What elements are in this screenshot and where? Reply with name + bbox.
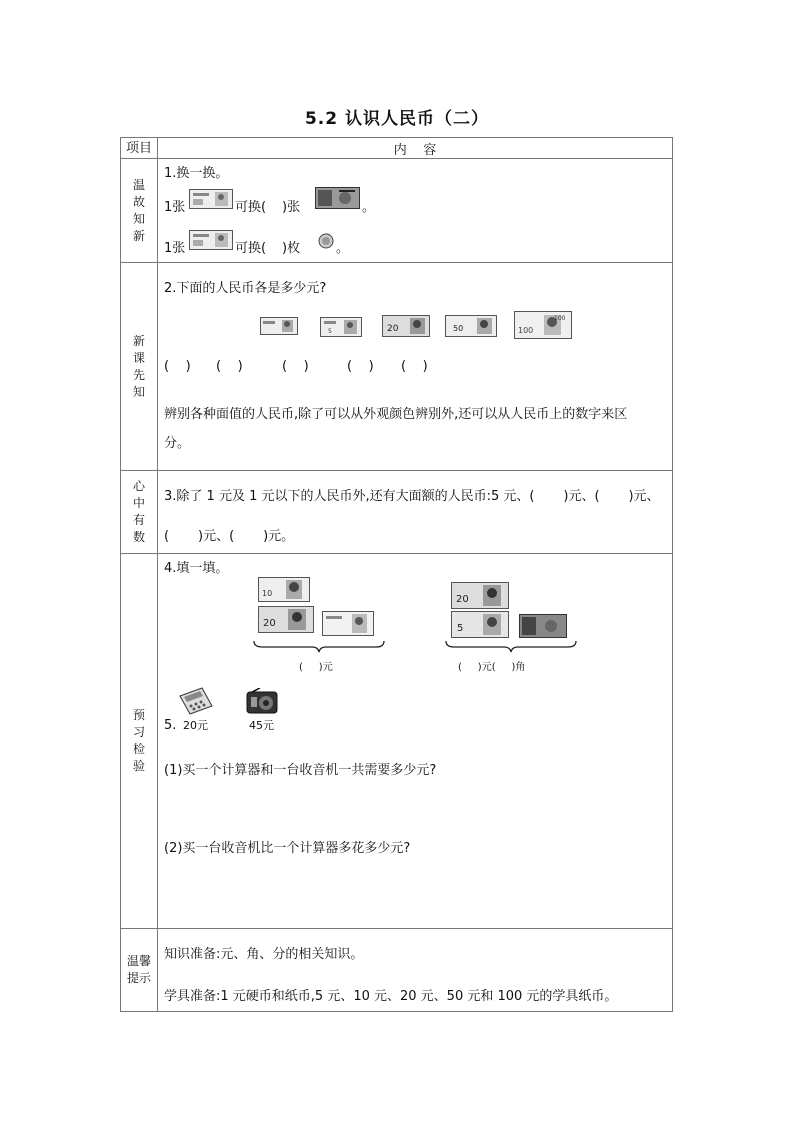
line1-post: )张 [282, 200, 301, 215]
svg-text:50: 50 [453, 324, 464, 333]
line2-post: )枚 [282, 241, 301, 256]
row-mind [121, 471, 673, 554]
row-review [121, 159, 673, 263]
calculator-icon [176, 686, 214, 716]
question-5-number: 5. [164, 718, 177, 733]
svg-text:20: 20 [263, 618, 276, 629]
line2-end: 。 [336, 241, 350, 256]
label-mind: 心中有数 [121, 471, 158, 554]
question-4: 4.填一填。 [164, 561, 229, 576]
banknote-1yuan-icon [322, 611, 374, 636]
banknote-20yuan-icon [451, 582, 509, 609]
right-brace [444, 639, 579, 653]
svg-text:100: 100 [518, 326, 534, 335]
note-line-1: 辨别各种面值的人民币,除了可以从外观颜色辨别外,还可以从人民币上的数字来区 [164, 407, 628, 422]
svg-text:20: 20 [387, 324, 399, 334]
banknote-5jiao-icon [315, 187, 360, 209]
header-content: 内 容 [158, 138, 673, 159]
banknote-10yuan-icon [258, 577, 310, 602]
question-1: 1.换一换。 [164, 166, 229, 181]
blank-4[interactable]: ( ) [347, 359, 374, 374]
label-check: 预习检验 [121, 554, 158, 929]
right-answer[interactable]: ( )元( )角 [458, 662, 526, 673]
line2-mid: 可换( [235, 241, 267, 256]
calculator-price: 20元 [183, 719, 208, 732]
banknote-20yuan-icon [382, 315, 430, 337]
note-line-2: 分。 [164, 436, 191, 451]
worksheet-table [120, 137, 673, 1012]
label-tips: 温馨提示 [121, 929, 158, 1012]
label-preview: 新课先知 [121, 263, 158, 471]
content-tips [158, 929, 673, 1012]
banknote-5jiao-icon [519, 614, 567, 638]
header-item: 项目 [121, 138, 158, 159]
table-header-row [121, 138, 673, 159]
question-3-line-1: 3.除了 1 元及 1 元以下的人民币外,还有大面额的人民币:5 元、( )元、( )元、 [164, 489, 660, 504]
row-tips [121, 929, 673, 1012]
content-mind [158, 471, 673, 554]
svg-text:20: 20 [456, 594, 469, 605]
banknote-1yuan-icon [189, 230, 233, 250]
radio-price: 45元 [249, 719, 274, 732]
label-review: 温故知新 [121, 159, 158, 263]
line1-mid: 可换( [235, 200, 267, 215]
blank-2[interactable]: ( ) [216, 359, 243, 374]
blank-3[interactable]: ( ) [282, 359, 309, 374]
question-2: 2.下面的人民币各是多少元? [164, 281, 327, 296]
coin-icon [318, 233, 334, 249]
content-check [158, 554, 673, 929]
banknote-5yuan-icon [451, 611, 509, 638]
subquestion-2: (2)买一台收音机比一个计算器多花多少元? [164, 841, 411, 856]
content-preview [158, 263, 673, 471]
question-3-line-2: ( )元、( )元。 [164, 529, 295, 544]
svg-text:10: 10 [262, 589, 273, 598]
tips-line-2: 学具准备:1 元硬币和纸币,5 元、10 元、20 元、50 元和 100 元的学具纸币。 [164, 989, 618, 1004]
row-check [121, 554, 673, 929]
svg-text:5: 5 [457, 623, 464, 634]
banknote-20yuan-icon [258, 606, 314, 633]
radio-icon [246, 688, 278, 714]
subquestion-1: (1)买一个计算器和一台收音机一共需要多少元? [164, 763, 437, 778]
svg-text:100: 100 [554, 315, 566, 322]
page-title: 5.2 认识人民币（二） [304, 109, 490, 129]
svg-text:5: 5 [328, 328, 332, 335]
row-preview [121, 263, 673, 471]
banknote-1yuan-icon [260, 317, 298, 335]
blank-1[interactable]: ( ) [164, 359, 191, 374]
blank-5[interactable]: ( ) [401, 359, 428, 374]
tips-line-1: 知识准备:元、角、分的相关知识。 [164, 947, 364, 962]
banknote-5yuan-icon [320, 317, 362, 337]
content-review [158, 159, 673, 263]
line1-pre: 1张 [164, 200, 186, 215]
left-answer[interactable]: ( )元 [299, 662, 333, 673]
banknote-1yuan-icon [189, 189, 233, 209]
banknote-50yuan-icon [445, 315, 497, 337]
line2-pre: 1张 [164, 241, 186, 256]
left-brace [252, 639, 387, 653]
banknote-100yuan-icon [514, 311, 572, 339]
line1-end: 。 [362, 200, 376, 215]
